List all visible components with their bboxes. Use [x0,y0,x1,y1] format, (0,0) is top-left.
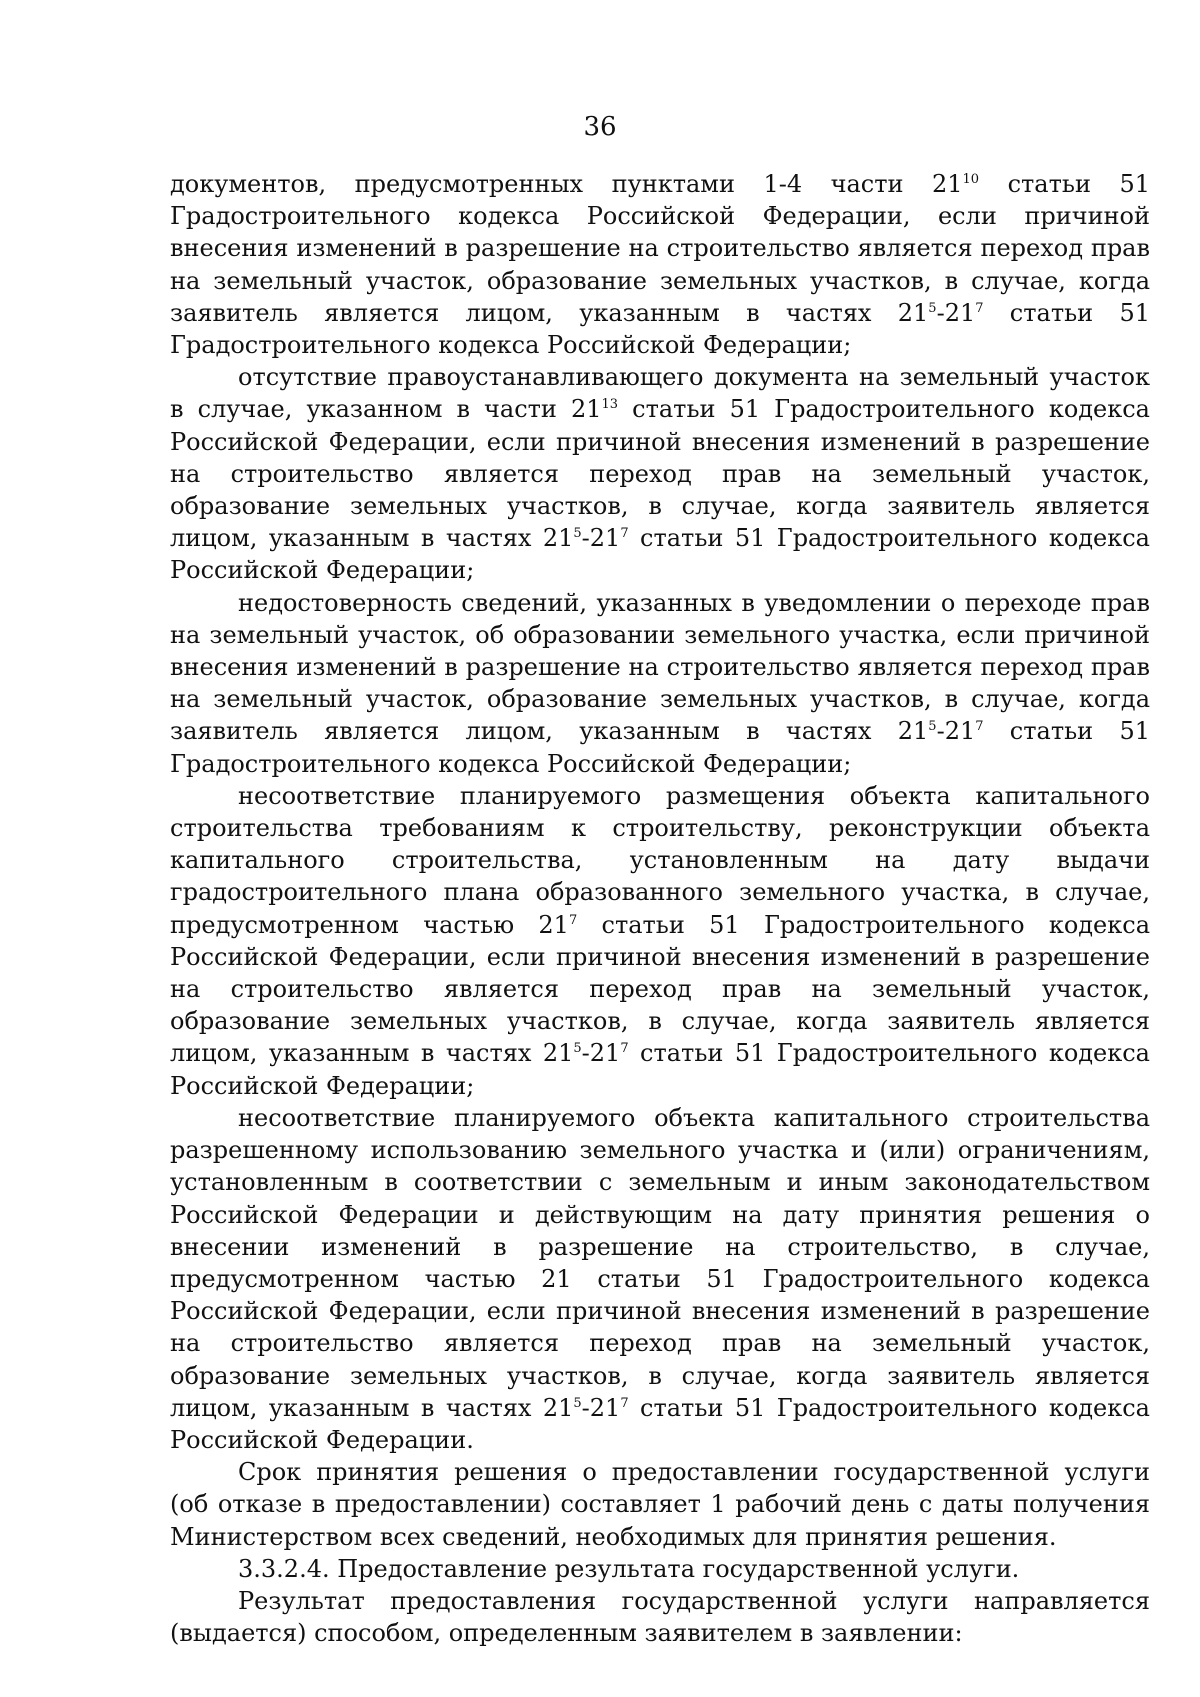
text-run: отсутствие правоустанавливающего документа на земельный участок в случае, указанном в части 21 [170,363,1150,424]
text-run: Срок принятия решения о предоставлении государственной услуги (об отказе в предоставлении) составляет 1 рабочий день с даты получения Министерством всех сведений, необходимых для принятия решения. [170,1458,1150,1551]
superscript: 7 [975,300,984,316]
text-run: -21 [936,298,976,327]
superscript: 5 [573,1395,582,1411]
superscript: 7 [620,1395,629,1411]
text-run: -21 [581,1039,621,1068]
paragraph [170,361,1150,586]
text-run: статьи 51 Градостроительного кодекса Российской Федерации, если причиной внесения изменений в разрешение на строительство является переход прав на земельный участок, образование земельных участков, в случае, когда заявитель является лицом, указанным в частях 21 [170,395,1150,553]
paragraph [170,587,1150,780]
paragraph [170,1553,1150,1585]
superscript: 7 [620,526,629,542]
text-run: статьи 51 Градостроительного кодекса Российской Федерации. [170,1393,1150,1454]
text-run: статьи 51 Градостроительного кодекса Российской Федерации, если причиной внесения изменений в разрешение на строительство является переход прав на земельный участок, образование земельных участков, в случае, когда заявитель является лицом, указанным в частях 21 [170,910,1151,1068]
superscript: 5 [573,1041,582,1057]
text-run: 3.3.2.4. Предоставление результата государственной услуги. [238,1554,1020,1583]
text-run: недостоверность сведений, указанных в уведомлении о переходе прав на земельный участок, об образовании земельного участка, если причиной внесения изменений в разрешение на строительство является переход прав на земельный участок, образование земельных участков, в случае, когда заявитель является лицом, указанным в частях 21 [170,588,1150,746]
text-run: -21 [936,717,976,746]
text-run: статьи 51 Градостроительного кодекса Российской Федерации; [170,298,1150,360]
superscript: 5 [573,526,582,542]
page-number: 36 [583,112,617,142]
paragraph [170,1585,1150,1649]
paragraph [170,168,1150,361]
text-run: -21 [581,524,621,553]
text-run: -21 [581,1393,621,1422]
paragraph [170,1456,1150,1553]
text-run: несоответствие планируемого размещения объекта капитального строительства требованиям к строительству, реконструкции объекта капитального строительства, установленным на дату выдачи градостроительного плана образованного земельного участка, в случае, предусмотренном частью 21 [170,781,1150,939]
superscript: 7 [568,912,578,928]
superscript: 5 [928,719,937,735]
superscript: 7 [620,1041,629,1057]
text-run: статьи 51 Градостроительного кодекса Российской Федерации, если причиной внесения изменений в разрешение на строительство является переход прав на земельный участок, образование земельных участков, в случае, когда заявитель является лицом, указанным в частях 21 [170,170,1150,327]
superscript: 7 [975,719,984,735]
text-run: Результат предоставления государственной услуги направляется (выдается) способом, определенным заявителем в заявлении: [170,1586,1150,1648]
superscript: 13 [601,397,619,413]
text-run: статьи 51 Градостроительного кодекса Российской Федерации; [170,524,1150,585]
text-run: несоответствие планируемого объекта капитального строительства разрешенному использованию земельного участка и (или) ограничениям, установленным в соответствии с земельным и иным законодательством Российской Федерации и действующим на дату принятия решения о внесении изменений в разрешение на строительство, в случае, предусмотренном частью 21 статьи 51 Градостроительного кодекса Российской Федерации, если причиной внесения изменений в разрешение на строительство является переход прав на земельный участок, образование земельных участков, в случае, когда заявитель является лицом, указанным в частях 21 [170,1103,1150,1422]
superscript: 10 [962,172,980,187]
superscript: 5 [928,300,937,316]
paragraph [170,1102,1150,1456]
text-run: статьи 51 Градостроительного кодекса Российской Федерации; [170,1039,1150,1100]
document-body [170,168,1150,1649]
paragraph [170,780,1150,1102]
text-run: статьи 51 Градостроительного кодекса Российской Федерации; [170,717,1150,778]
text-run: документов, предусмотренных пунктами 1-4 части 21 [170,170,963,198]
